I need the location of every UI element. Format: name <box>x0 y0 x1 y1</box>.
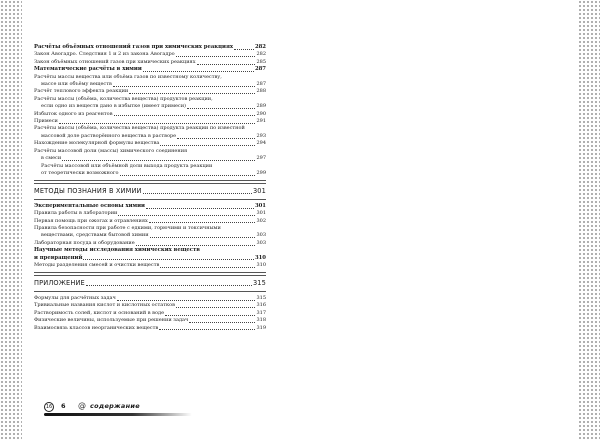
footer-section-label: содержание <box>90 402 140 410</box>
toc-section-heading[interactable] <box>34 279 266 288</box>
dot-leader <box>117 300 256 301</box>
toc-page-number: 317 <box>256 309 266 316</box>
toc-page-number: 310 <box>256 262 266 269</box>
toc-entry-title: от теоретически возможного <box>41 169 119 176</box>
toc-page-number: 301 <box>254 202 266 209</box>
toc-entry-title: Расчёт теплового эффекта реакции <box>34 88 129 95</box>
dot-leader <box>159 329 255 330</box>
toc-page-number: 282 <box>254 44 266 50</box>
toc-page-number: 301 <box>256 210 266 217</box>
dot-leader <box>114 115 256 116</box>
dot-leader <box>177 138 255 139</box>
toc-entry[interactable] <box>34 88 266 95</box>
toc-entry[interactable] <box>34 51 266 58</box>
toc-entry-title: Тривиальные названия кислот и кислотных остатков <box>34 302 175 309</box>
dot-leader <box>187 108 255 109</box>
toc-entry-title: веществами, средствами бытовой химии <box>41 232 149 239</box>
toc-page-number: 302 <box>256 217 266 224</box>
toc-subheading[interactable] <box>34 66 266 73</box>
right-halftone-edge <box>578 0 600 440</box>
toc-page-number: 318 <box>256 317 266 324</box>
dot-leader <box>113 86 256 87</box>
table-of-contents <box>34 44 266 332</box>
dot-leader <box>150 237 256 238</box>
dot-leader <box>143 71 254 72</box>
toc-page-number: 294 <box>256 140 266 147</box>
dot-leader <box>146 208 254 209</box>
toc-entry-title: Избыток одного из реагентов <box>34 110 113 117</box>
dot-leader <box>160 267 255 268</box>
toc-entry-title: Правила работы в лаборатории <box>34 210 118 217</box>
footer-brush-stroke <box>44 413 192 416</box>
toc-entry-text: Расчёты массы (объёма, количества вещества) продуктов реакции, <box>34 95 213 102</box>
toc-page-number: 315 <box>256 294 266 301</box>
dot-leader <box>143 193 252 194</box>
toc-page-number: 293 <box>256 132 266 139</box>
toc-page-number: 301 <box>252 186 266 195</box>
book-page <box>32 0 568 440</box>
section-divider <box>34 272 266 276</box>
page-footer <box>44 400 194 420</box>
toc-page-number: 287 <box>256 81 266 88</box>
toc-entry-text: Расчёты массовой доли (массы) химического соединения <box>34 147 188 154</box>
toc-page-number: 282 <box>256 51 266 58</box>
toc-entry[interactable] <box>34 310 266 317</box>
toc-entry-title: Формулы для расчётных задач <box>34 294 116 301</box>
toc-entry[interactable] <box>34 170 266 177</box>
dot-leader <box>160 145 255 146</box>
toc-page-number: 289 <box>256 103 266 110</box>
dot-leader <box>189 322 255 323</box>
dot-leader <box>83 259 254 260</box>
toc-subheading[interactable] <box>34 44 266 51</box>
toc-entry-title: если одно из веществ дано в избытке (имеет примеси) <box>41 103 187 110</box>
toc-entry-title: Закон объёмных отношений газов при химических реакциях <box>34 58 196 65</box>
toc-entry-title: Экспериментальные основы химии <box>34 202 145 209</box>
toc-page-number: 299 <box>256 169 266 176</box>
footer-circle-mark: 16 <box>45 404 53 410</box>
toc-entry[interactable] <box>34 262 266 269</box>
toc-entry[interactable] <box>34 103 266 110</box>
dot-leader <box>149 222 256 223</box>
toc-entry-title: Математические расчёты в химии <box>34 66 142 73</box>
toc-entry[interactable] <box>34 140 266 147</box>
toc-page-number: 319 <box>256 324 266 331</box>
dot-leader <box>176 307 256 308</box>
dot-leader <box>62 160 255 161</box>
toc-page-number: 297 <box>256 155 266 162</box>
dot-leader <box>165 315 255 316</box>
toc-entry[interactable] <box>34 240 266 247</box>
toc-entry[interactable] <box>34 325 266 332</box>
toc-section-heading[interactable] <box>34 187 266 196</box>
page-number: 6 <box>61 402 66 410</box>
toc-page-number: 291 <box>256 118 266 125</box>
toc-entry-title: Взаимосвязь классов неорганических веществ <box>34 324 159 331</box>
toc-entry-title: ПРИЛОЖЕНИЕ <box>34 278 85 287</box>
toc-entry[interactable] <box>34 317 266 324</box>
toc-entry[interactable] <box>34 295 266 302</box>
toc-page-number: 287 <box>254 66 266 73</box>
toc-entry-title: массовой доле растворённого вещества в растворе <box>41 132 177 139</box>
toc-entry-title: Первая помощь при ожогах и отравлениях <box>34 217 148 224</box>
toc-entry-text: Расчёты массы (объёма, количества вещества) продукта реакции по известной <box>34 125 245 132</box>
dot-leader <box>120 175 256 176</box>
dot-leader <box>129 93 255 94</box>
toc-entry-title: и превращений <box>34 254 83 261</box>
toc-entry[interactable] <box>34 210 266 217</box>
toc-page-number: 310 <box>254 254 266 261</box>
toc-entry-title: Физические величины, используемые при решении задач <box>34 317 189 324</box>
toc-entry-text: Правила безопасности при работе с едкими, горючими и токсичными <box>34 225 221 232</box>
toc-page-number: 315 <box>252 278 266 287</box>
toc-page-number: 288 <box>256 88 266 95</box>
toc-entry[interactable] <box>34 232 266 239</box>
toc-entry-title: Лабораторная посуда и оборудование <box>34 239 135 246</box>
at-icon: @ <box>78 401 86 410</box>
toc-entry[interactable] <box>34 302 266 309</box>
dot-leader <box>59 123 256 124</box>
toc-page-number: 290 <box>256 110 266 117</box>
left-halftone-edge <box>0 0 22 440</box>
toc-page-number: 303 <box>256 239 266 246</box>
dot-leader <box>86 285 252 286</box>
dot-leader <box>136 245 256 246</box>
section-divider <box>34 180 266 184</box>
section-divider <box>34 291 266 292</box>
toc-entry-title: массе или объёму веществ <box>41 81 112 88</box>
toc-entry-title: Нахождение молекулярной формулы вещества <box>34 140 160 147</box>
toc-entry-title: Методы разделения смесей и очистки веществ <box>34 262 160 269</box>
toc-entry-title: Растворимость солей, кислот и оснований в воде <box>34 309 165 316</box>
toc-entry-title: Расчёты объёмных отношений газов при химических реакциях <box>34 44 234 50</box>
toc-page-number: 303 <box>256 232 266 239</box>
toc-entry[interactable] <box>34 218 266 225</box>
toc-entry-text: Расчёты массовой или объёмной доли выхода продукта реакции <box>41 162 213 169</box>
dot-leader <box>176 56 256 57</box>
toc-entry[interactable] <box>34 155 266 162</box>
toc-entry-text: Расчёты массы вещества или объёма газов по известному количеству, <box>34 73 222 80</box>
toc-entry-title: в смеси <box>41 155 62 162</box>
section-divider <box>34 199 266 200</box>
toc-subheading[interactable] <box>34 255 266 262</box>
dot-leader <box>234 49 254 50</box>
toc-entry-title: Примеси <box>34 118 58 125</box>
toc-entry-text: Научные методы исследования химических веществ <box>34 247 200 254</box>
toc-page-number: 285 <box>256 58 266 65</box>
toc-entry-title: МЕТОДЫ ПОЗНАНИЯ В ХИМИИ <box>34 186 142 195</box>
toc-entry[interactable] <box>34 111 266 118</box>
toc-entry-title: Закон Авогадро. Следствия 1 и 2 из закона Авогадро <box>34 51 175 58</box>
toc-page-number: 316 <box>256 302 266 309</box>
dot-leader <box>118 215 255 216</box>
dot-leader <box>197 64 256 65</box>
